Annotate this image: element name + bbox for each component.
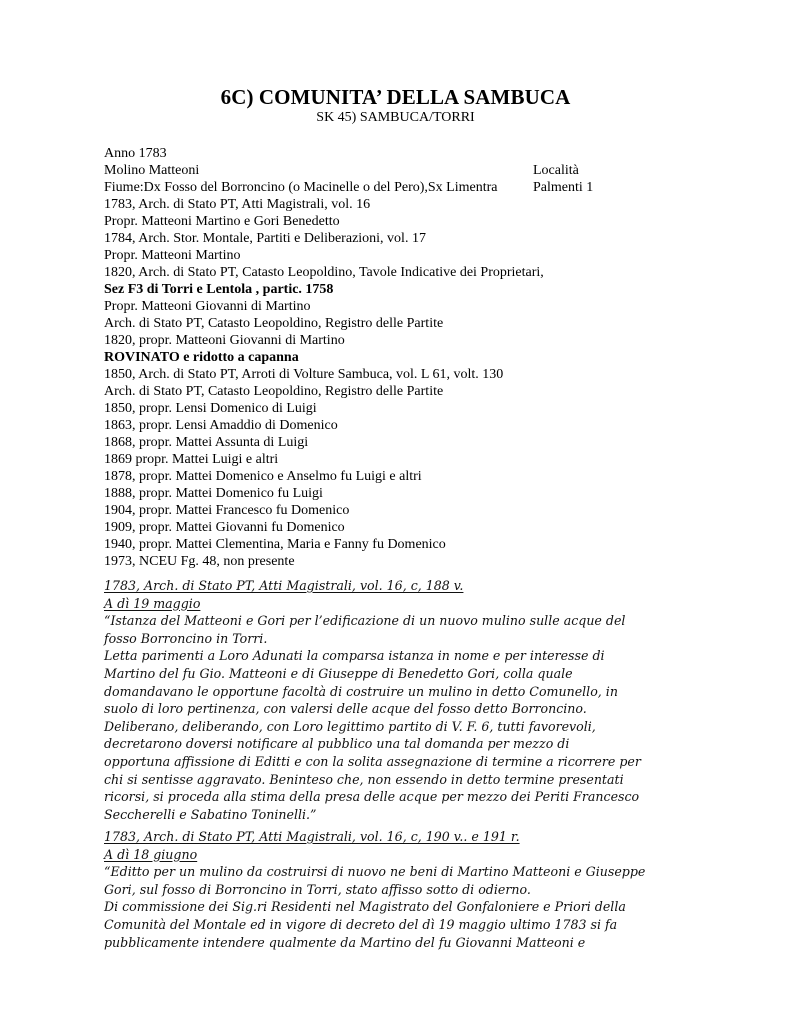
record-line: 1909, propr. Mattei Giovanni fu Domenico xyxy=(104,520,345,535)
record-river-row xyxy=(104,179,724,196)
record-line: Propr. Matteoni Martino e Gori Benedetto xyxy=(104,214,340,229)
transcript-date: A dì 18 giugno xyxy=(104,846,198,862)
transcript-line: opportuna affissione di Editti e con la solita assegnazione di termine a ricorrere per xyxy=(104,753,641,769)
transcript-line: Gori, sul fosso di Borroncino in Torri, stato affisso sotto di odierno. xyxy=(104,881,531,897)
transcript-line: “Istanza del Matteoni e Gori per l’edificazione di un nuovo mulino sulle acque del xyxy=(104,613,626,629)
transcript-line: Di commissione dei Sig.ri Residenti nel Magistrato del Gonfaloniere e Priori della xyxy=(104,899,626,915)
record-year: Anno 1783 xyxy=(104,146,167,161)
transcript-line: ricorsi, si proceda alla stima della presa delle acque per mezzo dei Periti Francesco xyxy=(104,789,640,805)
record-line: 1904, propr. Mattei Francesco fu Domenico xyxy=(104,503,350,518)
record-mill-name: Molino Matteoni xyxy=(104,163,200,178)
record-status-heading: ROVINATO e ridotto a capanna xyxy=(104,350,299,365)
record-line: 1863, propr. Lensi Amaddio di Domenico xyxy=(104,418,338,433)
transcript-line: domandavano le opportune facoltà di costruire un mulino in detto Comunello, in xyxy=(104,683,618,699)
record-line: 1820, propr. Matteoni Giovanni di Martino xyxy=(104,333,345,348)
record-river: Fiume:Dx Fosso del Borroncino (o Macinelle o del Pero),Sx Limentra xyxy=(104,180,498,195)
transcript-line: suolo di loro pertinenza, con valersi delle acque del fosso detto Borroncino. xyxy=(104,701,587,717)
transcript-line: Letta parimenti a Loro Adunati la comparsa istanza in nome e per interesse di xyxy=(104,648,605,664)
record-mill-row xyxy=(104,162,724,179)
record-line: 1850, propr. Lensi Domenico di Luigi xyxy=(104,401,317,416)
transcript-line: decretarono doversi notificare al pubblico una tal domanda per mezzo di xyxy=(104,736,570,752)
transcript-line: Martino del fu Gio. Matteoni e di Giuseppe di Benedetto Gori, colla quale xyxy=(104,665,573,681)
record-line: Propr. Matteoni Giovanni di Martino xyxy=(104,299,311,314)
record-line: 1783, Arch. di Stato PT, Atti Magistrali, vol. 16 xyxy=(104,197,371,212)
transcript-line: fosso Borroncino in Torri. xyxy=(104,630,268,646)
record-line: 1850, Arch. di Stato PT, Arroti di Volture Sambuca, vol. L 61, volt. 130 xyxy=(104,367,504,382)
record-line: 1940, propr. Mattei Clementina, Maria e Fanny fu Domenico xyxy=(104,537,446,552)
transcript-line: Comunità del Montale ed in vigore di decreto del dì 19 maggio ultimo 1783 si fa xyxy=(104,916,618,932)
record-line: 1869 propr. Mattei Luigi e altri xyxy=(104,452,279,467)
record-section-heading: Sez F3 di Torri e Lentola , partic. 1758 xyxy=(104,282,334,297)
mill-record xyxy=(104,145,724,570)
record-line: 1784, Arch. Stor. Montale, Partiti e Deliberazioni, vol. 17 xyxy=(104,231,426,246)
record-line: Arch. di Stato PT, Catasto Leopoldino, Registro delle Partite xyxy=(104,316,444,331)
record-line: 1888, propr. Mattei Domenico fu Luigi xyxy=(104,486,323,501)
record-line: 1820, Arch. di Stato PT, Catasto Leopoldino, Tavole Indicative dei Proprietari, xyxy=(104,265,544,280)
transcript-date: A dì 19 maggio xyxy=(104,595,201,611)
transcript-line: Deliberano, deliberando, con Loro legittimo partito di V. F. 6, tutti favorevoli, xyxy=(104,718,596,734)
record-line: Propr. Matteoni Martino xyxy=(104,248,241,263)
transcript-line: Seccherelli e Sabatino Toninelli.” xyxy=(104,806,317,822)
record-line: 1878, propr. Mattei Domenico e Anselmo fu Luigi e altri xyxy=(104,469,422,484)
record-line: Arch. di Stato PT, Catasto Leopoldino, Registro delle Partite xyxy=(104,384,444,399)
page-title: 6C) COMUNITA’ DELLA SAMBUCA xyxy=(220,85,571,109)
transcript-source: 1783, Arch. di Stato PT, Atti Magistrali, vol. 16, c, 190 v.. e 191 r. xyxy=(104,829,520,844)
transcript-line: “Editto per un mulino da costruirsi di nuovo ne beni di Martino Matteoni e Giuseppe xyxy=(104,864,646,880)
record-line: 1868, propr. Mattei Assunta di Luigi xyxy=(104,435,309,450)
transcript-line: chi si sentisse aggravato. Beninteso che, non essendo in detto termine presentati xyxy=(104,771,624,787)
transcript-block xyxy=(104,828,704,951)
record-line: 1973, NCEU Fg. 48, non presente xyxy=(104,554,295,569)
page-subtitle: SK 45) SAMBUCA/TORRI xyxy=(316,110,475,125)
transcript-line: pubblicamente intendere qualmente da Martino del fu Giovanni Matteoni e xyxy=(104,934,586,950)
record-palmenti: Palmenti 1 xyxy=(533,180,594,195)
transcript-source: 1783, Arch. di Stato PT, Atti Magistrali, vol. 16, c, 188 v. xyxy=(104,578,464,593)
record-locality-label: Località xyxy=(533,163,579,178)
transcript-block xyxy=(104,577,704,823)
